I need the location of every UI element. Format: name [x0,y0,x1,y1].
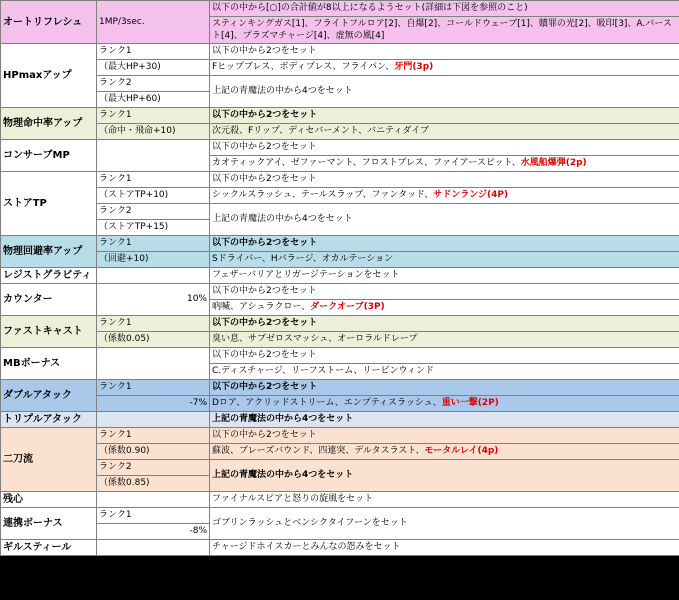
table-row [1,252,679,268]
trait-name: 連携ボーナス [1,508,97,540]
effect-cell: 以下の中から[○]の合計値が8以上になるようセット(詳細は下図を参照のこと) [210,1,679,17]
effect-cell: 以下の中から2つをセット [210,284,679,300]
rank-label: ランク2 [97,460,210,476]
effect-text: Fヒップブレス、ボディプレス、フライパン、 [212,62,395,72]
table-row [1,204,679,220]
trait-condition [97,348,210,380]
effect-cell: 以下の中から2つをセット [210,236,679,252]
effect-cell: 上記の青魔法の中から4つをセット [210,76,679,108]
highlight-spell: 水風船爆弾(2p) [520,158,587,168]
trait-name: オートリフレシュ [1,1,97,44]
effect-cell: ゴブリンラッシュとベンシクタイフーンをセット [210,508,679,540]
rank-detail: （係数0.90) [97,444,210,460]
effect-cell: 以下の中から2つをセット [210,172,679,188]
table-row [1,44,679,60]
trait-condition [97,540,210,556]
table-row [1,540,679,556]
rank-detail: （係数0.05) [97,332,210,348]
effect-text: カオティックアイ、ゼファーマント、フロストブレス、ファイアースピット、 [212,158,521,168]
trait-condition: 10% [97,284,210,316]
highlight-spell: ダークオーブ(3P) [310,302,385,312]
trait-name: HPmaxアップ [1,44,97,108]
trait-condition: -7% [97,396,210,412]
table-row [1,380,679,396]
effect-cell: 上記の青魔法の中から4つをセット [210,460,679,492]
trait-name: カウンター [1,284,97,316]
effect-cell [210,300,679,316]
table-row [1,124,679,140]
table-row [1,76,679,92]
table-row [1,444,679,460]
trait-name: コンサーブMP [1,140,97,172]
highlight-spell: サドンランジ(4P) [433,190,509,200]
rank-detail: （最大HP+60) [97,92,210,108]
table-row [1,348,679,364]
rank-detail: （ストアTP+15) [97,220,210,236]
effect-text: 吶喊、アシュラクロー、 [212,302,311,312]
table-row [1,108,679,124]
rank-label: ランク1 [97,172,210,188]
effect-cell: 以下の中から2つをセット [210,140,679,156]
table-row [1,140,679,156]
table-row [1,172,679,188]
rank-label: ランク2 [97,204,210,220]
trait-condition: 1MP/3sec. [97,1,210,44]
table-row [1,268,679,284]
table-row [1,332,679,348]
rank-label: ランク2 [97,76,210,92]
effect-cell: 以下の中から2つをセット [210,316,679,332]
effect-cell: 以下の中から2つをセット [210,108,679,124]
trait-name: トリプルアタック [1,412,97,428]
trait-name: ダブルアタック [1,380,97,412]
rank-detail: （最大HP+30) [97,60,210,76]
highlight-spell: 牙門(3p) [394,62,434,72]
rank-label: ランク1 [97,236,210,252]
rank-label: ランク1 [97,108,210,124]
rank-detail: （係数0.85) [97,476,210,492]
table-row [1,492,679,508]
effect-cell [210,60,679,76]
effect-text: シックルスラッシュ、テールスラップ、ファンタッド、 [212,190,434,200]
effect-cell: 次元殺、Fリップ、ディセバーメント、バニティダイブ [210,124,679,140]
rank-label: ランク1 [97,380,210,396]
effect-cell: 以下の中から2つをセット [210,44,679,60]
effect-cell: フェザーバリアとリガージテーションをセット [210,268,679,284]
effect-text: Dロア、アクリッドストリーム、エンプティスラッシュ、 [212,398,442,408]
trait-name: 物理回避率アップ [1,236,97,268]
effect-cell [210,396,679,412]
effect-cell: スティンキングガス[1]、フライトフルロア[2]、自爆[2]、コールドウェーブ[1]、贖罪の光[2]、吸印[3]、A.バースト[4]、プラズマチャージ[4]、虚無の風[4] [210,17,679,44]
effect-cell: 以下の中から2つをセット [210,348,679,364]
trait-name: 二刀流 [1,428,97,492]
effect-cell: 臭い息、サブゼロスマッシュ、オーロラルドレープ [210,332,679,348]
table-row [1,1,679,17]
trait-condition: -8% [97,524,210,540]
table-row [1,428,679,444]
rank-detail: （命中・飛命+10) [97,124,210,140]
effect-cell: Sドライバー、Hバラージ、オカルテーション [210,252,679,268]
rank-label: ランク1 [97,508,210,524]
effect-text: 蘇波、ブレーズバウンド、四連突、デルタスラスト、 [212,446,425,456]
table-row [1,316,679,332]
table-row [1,508,679,524]
effect-cell [210,156,679,172]
trait-name: ギルスティール [1,540,97,556]
table-row [1,412,679,428]
table-row [1,396,679,412]
table-row [1,460,679,476]
trait-name: 残心 [1,492,97,508]
trait-condition [97,412,210,428]
trait-name: レジストグラビティ [1,268,97,284]
effect-cell: 上記の青魔法の中から4つをセット [210,204,679,236]
trait-condition [97,492,210,508]
effect-cell: チャージドホイスカーとみんなの怨みをセット [210,540,679,556]
trait-name: ストアTP [1,172,97,236]
effect-cell [210,188,679,204]
trait-condition [97,140,210,172]
effect-cell [210,444,679,460]
table-row [1,236,679,252]
rank-label: ランク1 [97,428,210,444]
effect-cell: ファイナルスピアと怒りの旋風をセット [210,492,679,508]
effect-cell: 以下の中から2つをセット [210,428,679,444]
highlight-spell: 重い一撃(2P) [441,398,499,408]
effect-cell: 以下の中から2つをセット [210,380,679,396]
highlight-spell: モータルレイ(4p) [424,446,499,456]
rank-detail: （ストアTP+10) [97,188,210,204]
trait-name: ファストキャスト [1,316,97,348]
table-row [1,188,679,204]
trait-condition [97,268,210,284]
rank-detail: （回避+10) [97,252,210,268]
effect-cell: C.ディスチャージ、リーフストーム、リービンウィンド [210,364,679,380]
trait-name: 物理命中率アップ [1,108,97,140]
rank-label: ランク1 [97,316,210,332]
trait-name: MBボーナス [1,348,97,380]
table-row [1,284,679,300]
rank-label: ランク1 [97,44,210,60]
effect-cell: 上記の青魔法の中から4つをセット [210,412,679,428]
table-row [1,60,679,76]
